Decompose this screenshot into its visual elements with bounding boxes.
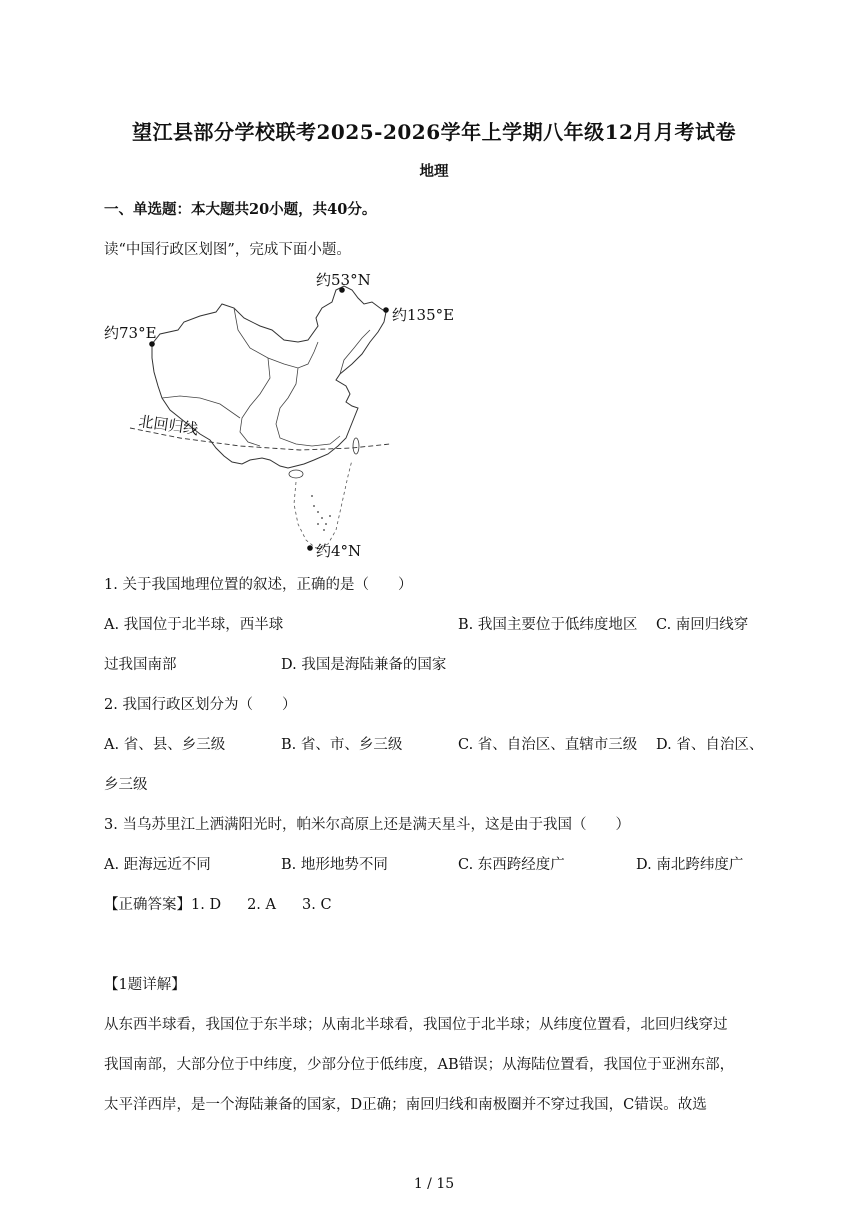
q1-option-b: B. 我国主要位于低纬度地区 — [458, 617, 638, 633]
section-heading: 一、单选题：本大题共20小题，共40分。 — [104, 201, 377, 218]
q3-option-b: B. 地形地势不同 — [281, 857, 388, 873]
west-point-marker — [149, 341, 155, 347]
answer-key — [104, 895, 332, 915]
q3-option-d: D. 南北跨纬度广 — [636, 857, 744, 873]
china-outline — [152, 286, 386, 468]
china-map-figure — [100, 268, 460, 564]
answer-1: 1. D — [191, 897, 222, 913]
q2-option-a: A. 省、县、乡三级 — [104, 737, 226, 753]
question-3-stem: 3. 当乌苏里江上洒满阳光时，帕米尔高原上还是满天星斗，这是由于我国（ ） — [104, 817, 630, 833]
answer-2: 2. A — [247, 897, 276, 913]
answer-3: 3. C — [302, 897, 332, 913]
q2-option-d: D. 省、自治区、 — [656, 737, 764, 753]
answer-label: 【正确答案】 — [104, 897, 191, 913]
q1-option-d: D. 我国是海陆兼备的国家 — [281, 657, 447, 673]
q1-option-c-cont: 过我国南部 — [104, 657, 177, 673]
tropic-label: 北回归线 — [137, 412, 200, 439]
page-number: 1 / 15 — [413, 1176, 455, 1192]
south-label: 约4°N — [316, 542, 362, 560]
q2-option-b: B. 省、市、乡三级 — [281, 737, 403, 753]
explanation-line: 从东西半球看，我国位于东半球；从南北半球看，我国位于北半球；从纬度位置看，北回归线穿过 — [104, 1017, 728, 1033]
intro-text: 读“中国行政区划图”，完成下面小题。 — [104, 242, 351, 258]
question-2-stem: 2. 我国行政区划分为（ ） — [104, 697, 297, 713]
east-label: 约135°E — [392, 306, 455, 324]
subject-title: 地理 — [419, 163, 449, 180]
q3-option-a: A. 距海远近不同 — [104, 857, 211, 873]
south-point-marker — [307, 545, 313, 551]
explanation-heading: 【1题详解】 — [104, 977, 186, 993]
explanation-line: 我国南部，大部分位于中纬度，少部分位于低纬度，AB错误；从海陆位置看，我国位于亚洲东部， — [104, 1057, 735, 1073]
north-label: 约53°N — [316, 271, 371, 289]
east-point-marker — [383, 307, 389, 313]
west-label: 约73°E — [104, 324, 157, 342]
exam-title: 望江县部分学校联考2025-2026学年上学期八年级12月月考试卷 — [132, 120, 736, 144]
q1-option-a: A. 我国位于北半球，西半球 — [104, 617, 284, 633]
q2-option-c: C. 省、自治区、直辖市三级 — [458, 737, 638, 753]
q2-option-d-cont: 乡三级 — [104, 777, 148, 793]
q1-option-c: C. 南回归线穿 — [656, 617, 749, 633]
explanation-line: 太平洋西岸，是一个海陆兼备的国家，D正确；南回归线和南极圈并不穿过我国，C错误。故选 — [104, 1097, 707, 1113]
q3-option-c: C. 东西跨经度广 — [458, 857, 565, 873]
question-1-stem: 1. 关于我国地理位置的叙述，正确的是（ ） — [104, 577, 413, 593]
